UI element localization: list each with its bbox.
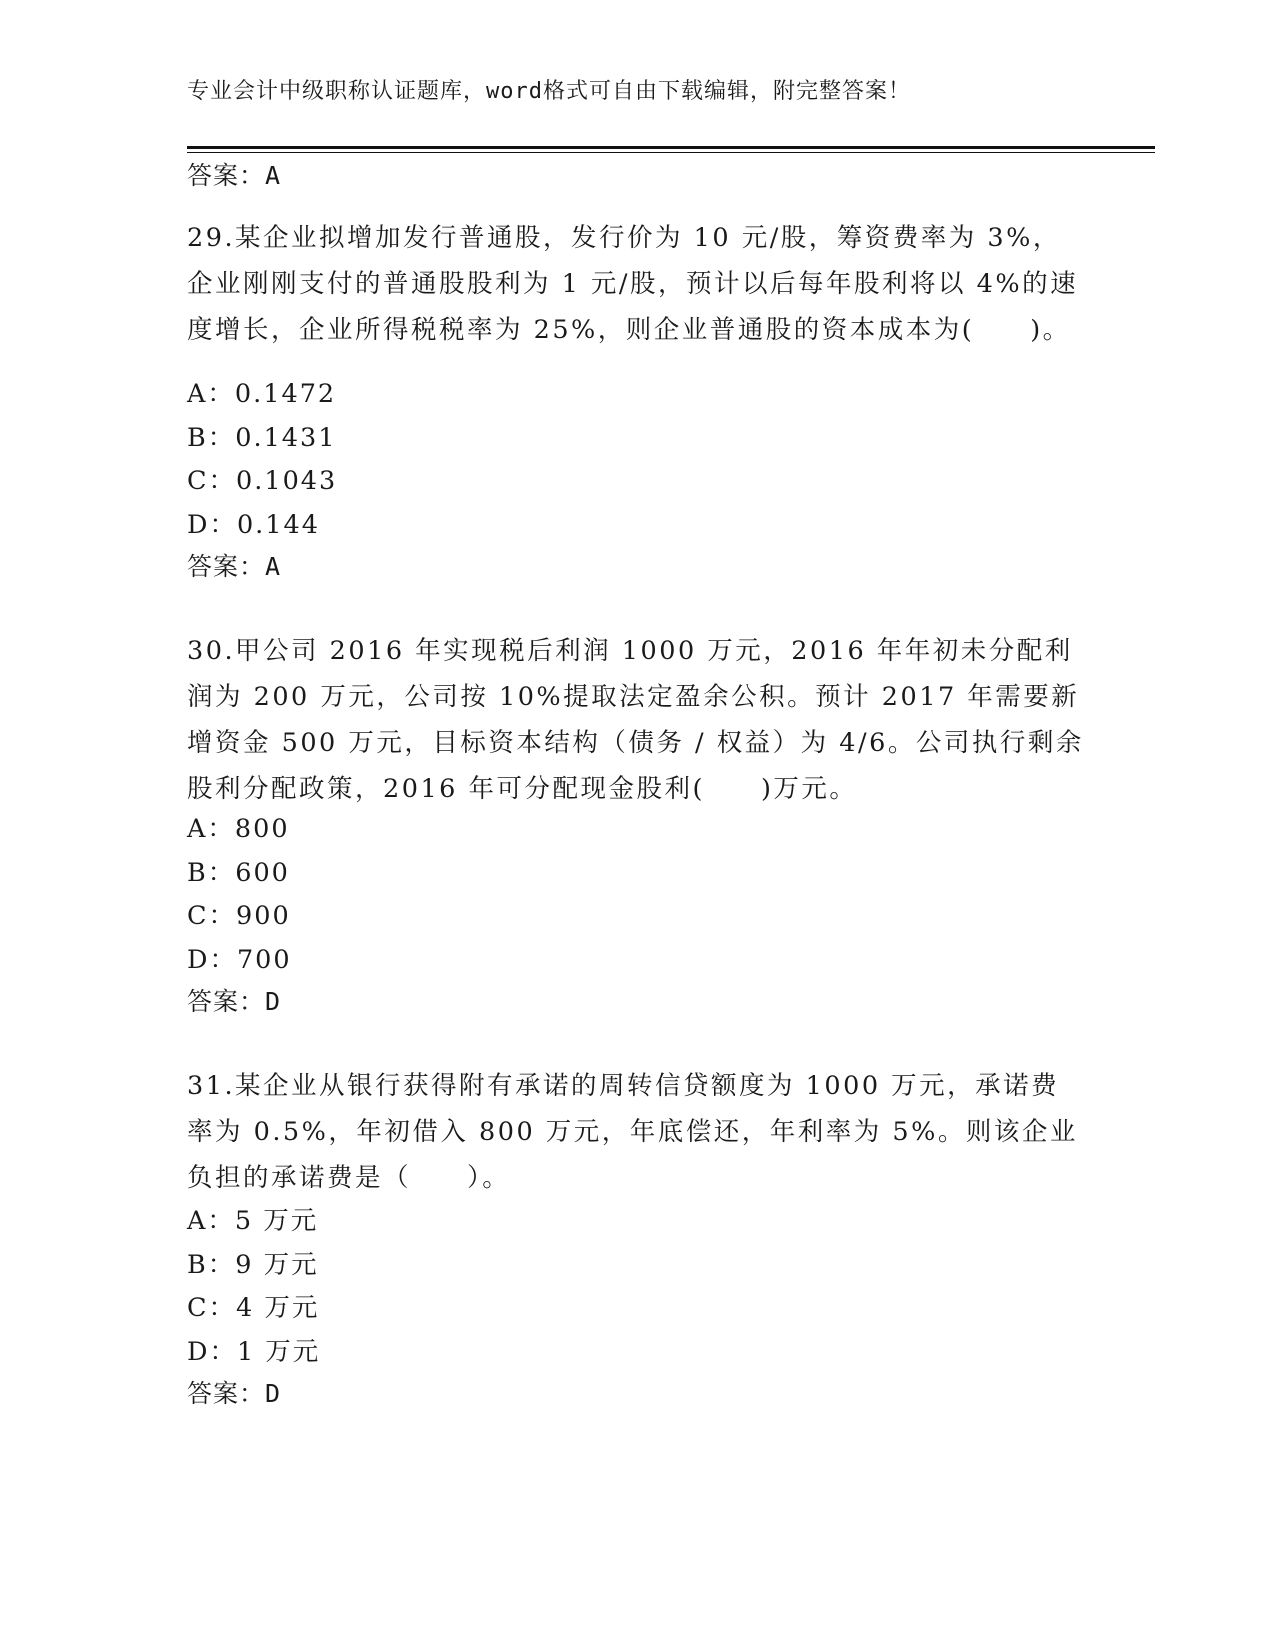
question-30-answer [187,982,281,1018]
question-29-answer [187,547,281,583]
question-31-answer [187,1374,281,1410]
question-31-text: 31.某企业从银行获得附有承诺的周转信贷额度为 1000 万元，承诺费率为 0.5%，年初借入 800 万元，年底偿还，年利率为 5%。则该企业负担的承诺费是（ ）。 [187,1071,1078,1193]
header-rule-thin [187,152,1155,153]
question-30-option-c: C：900 [187,901,291,931]
question-29-text: 29.某企业拟增加发行普通股，发行价为 10 元/股，筹资费率为 3%，企业刚刚支付的普通股股利为 1 元/股，预计以后每年股利将以 4%的速度增长，企业所得税税率为 25%，则企业普通股的资本成本为( )。 [187,223,1079,345]
header-rule-thick [187,146,1155,149]
question-29-option-d: D：0.144 [187,510,320,540]
answer-label: 答案： [187,552,266,581]
question-31-option-d: D：1 万元 [187,1337,321,1367]
question-31-option-b: B：9 万元 [187,1250,319,1280]
answer-value: A [265,161,282,190]
answer-value: D [265,1379,282,1408]
answer-label: 答案： [187,161,266,190]
answer-label: 答案： [187,1379,266,1408]
question-30-option-b: B：600 [187,858,290,888]
question-29-option-b: B：0.1431 [187,423,337,453]
question-30-option-a: A：800 [187,814,290,844]
answer-line-previous [187,156,281,192]
page-header: 专业会计中级职称认证题库，word格式可自由下载编辑，附完整答案！ [187,79,911,104]
answer-value: D [265,987,282,1016]
question-29-option-c: C：0.1043 [187,466,338,496]
question-31-option-a: A：5 万元 [187,1206,319,1236]
question-31-option-c: C：4 万元 [187,1293,320,1323]
answer-value: A [265,552,282,581]
question-30-option-d: D：700 [187,945,292,975]
question-30-text: 30.甲公司 2016 年实现税后利润 1000 万元，2016 年年初未分配利润为 200 万元，公司按 10%提取法定盈余公积。预计 2017 年需要新增资金 500 万元，目标资本结构（债务 / 权益）为 4/6。公司执行剩余股利分配政策，2016 年可分配现金股利( )万元。 [187,636,1084,804]
answer-label: 答案： [187,987,266,1016]
question-29-option-a: A：0.1472 [187,379,337,409]
